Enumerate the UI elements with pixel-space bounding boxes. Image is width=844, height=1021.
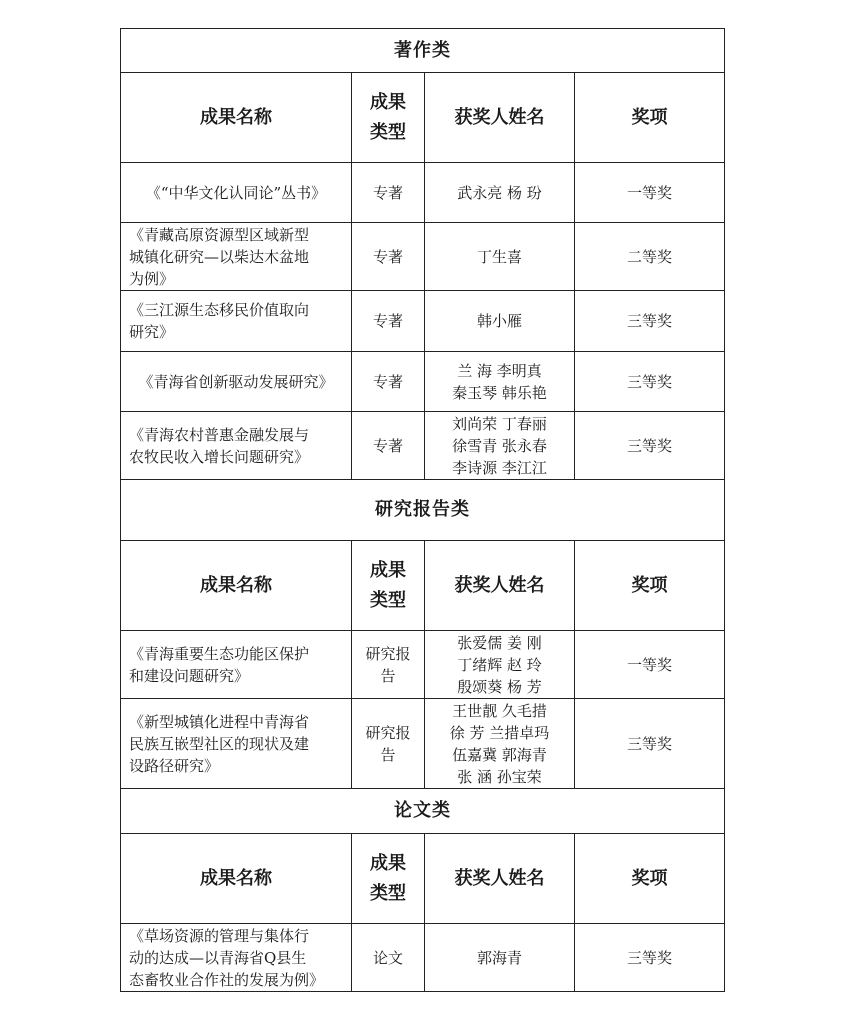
- work-type: [352, 163, 425, 223]
- header-award-line: 奖项: [631, 574, 668, 596]
- work-title: [121, 223, 352, 291]
- header-people-line: 获奖人姓名: [454, 106, 545, 128]
- award-winners-line: 李诗源 李江江: [452, 458, 547, 477]
- header-award: [575, 834, 725, 924]
- award-level: [575, 699, 725, 789]
- work-type: [352, 924, 425, 992]
- section-title-line: 研究报告类: [375, 499, 470, 520]
- header-award-line: 奖项: [631, 867, 668, 889]
- award-winners-line: 王世靓 久毛措: [452, 701, 547, 720]
- award-winners-line: 张 涵 孙宝荣: [457, 767, 542, 786]
- header-people-line: 获奖人姓名: [454, 867, 545, 889]
- header-type: [352, 541, 425, 631]
- award-winners-line: 刘尚荣 丁春丽: [452, 414, 547, 433]
- award-winners-line: 丁生喜: [476, 247, 522, 266]
- work-title-line: 《青海农村普惠金融发展与: [129, 425, 310, 444]
- header-name: [121, 834, 352, 924]
- work-title: [121, 631, 352, 699]
- work-title-line: 研究》: [129, 323, 175, 341]
- award-winners-line: 秦玉琴 韩乐艳: [452, 383, 547, 402]
- work-type-line: 专著: [372, 183, 403, 202]
- award-level-line: 三等奖: [626, 436, 672, 455]
- section-title-row: [121, 480, 725, 541]
- work-title-line: 设路径研究》: [129, 756, 220, 775]
- header-type-line: 类型: [370, 121, 406, 143]
- header-award: [575, 541, 725, 631]
- column-header-row: [121, 73, 725, 163]
- award-winners: [425, 352, 575, 412]
- header-type: [352, 834, 425, 924]
- award-winners-line: 郭海青: [476, 948, 522, 967]
- section-title-line: 著作类: [394, 39, 451, 61]
- award-level-line: 三等奖: [626, 372, 672, 391]
- section-title-row: [121, 789, 725, 834]
- section-title: [121, 789, 725, 834]
- work-type: [352, 223, 425, 291]
- award-level-line: 一等奖: [626, 655, 672, 674]
- work-title-line: 农牧民收入增长问题研究》: [129, 447, 310, 466]
- award-level: [575, 631, 725, 699]
- award-level: [575, 223, 725, 291]
- header-people: [425, 541, 575, 631]
- award-winners: [425, 699, 575, 789]
- work-title: [121, 163, 352, 223]
- work-title-line: 民族互嵌型社区的现状及建: [129, 734, 310, 753]
- work-title: [121, 924, 352, 992]
- work-type-line: 研究报: [365, 723, 411, 742]
- table-row: [121, 924, 725, 992]
- work-type: [352, 631, 425, 699]
- work-title: [121, 699, 352, 789]
- work-title-line: 动的达成—以青海省Q县生: [129, 948, 307, 967]
- section-title: [121, 480, 725, 541]
- section-title: [121, 29, 725, 73]
- award-level: [575, 352, 725, 412]
- work-title-line: 为例》: [129, 269, 175, 288]
- award-winners: [425, 924, 575, 992]
- award-level-line: 二等奖: [626, 247, 672, 266]
- work-type-line: 专著: [372, 312, 403, 330]
- header-type-line: 成果: [370, 559, 406, 581]
- header-name-line: 成果名称: [200, 867, 272, 889]
- award-winners: [425, 223, 575, 291]
- header-award: [575, 73, 725, 163]
- header-name: [121, 73, 352, 163]
- award-level: [575, 924, 725, 992]
- award-winners-line: 武永亮 杨 玢: [457, 183, 542, 202]
- work-type: [352, 352, 425, 412]
- work-title-line: 城镇化研究—以柴达木盆地: [129, 247, 310, 266]
- table-row: [121, 412, 725, 480]
- column-header-row: [121, 834, 725, 924]
- work-type-line: 专著: [372, 247, 403, 266]
- header-name: [121, 541, 352, 631]
- award-winners: [425, 163, 575, 223]
- award-winners-line: 张爱儒 姜 刚: [457, 633, 542, 652]
- award-level-line: 三等奖: [626, 312, 672, 330]
- work-type-line: 告: [380, 745, 396, 764]
- work-title-line: 《青海重要生态功能区保护: [129, 644, 310, 663]
- award-level: [575, 412, 725, 480]
- header-people-line: 获奖人姓名: [454, 574, 545, 596]
- work-title-line: 《“中华文化认同论”丛书》: [145, 183, 327, 202]
- work-type: [352, 699, 425, 789]
- work-title-line: 《新型城镇化进程中青海省: [129, 712, 310, 731]
- table-row: [121, 223, 725, 291]
- award-winners: [425, 631, 575, 699]
- award-winners: [425, 291, 575, 352]
- header-type: [352, 73, 425, 163]
- header-people: [425, 834, 575, 924]
- work-type-line: 告: [380, 666, 396, 685]
- header-type-line: 类型: [370, 589, 406, 611]
- table-row: [121, 631, 725, 699]
- work-title-line: 《青藏高原资源型区域新型: [129, 225, 310, 244]
- awards-table: [120, 28, 725, 992]
- award-winners-line: 殷颂葵 杨 芳: [457, 677, 542, 696]
- column-header-row: [121, 541, 725, 631]
- award-level-line: 三等奖: [626, 948, 672, 967]
- table-row: [121, 291, 725, 352]
- work-title-line: 《青海省创新驱动发展研究》: [138, 372, 334, 391]
- header-award-line: 奖项: [631, 106, 668, 128]
- table-row: [121, 163, 725, 223]
- header-people: [425, 73, 575, 163]
- award-level: [575, 163, 725, 223]
- award-level-line: 三等奖: [626, 734, 672, 753]
- header-type-line: 成果: [370, 91, 406, 113]
- work-type-line: 专著: [372, 436, 403, 455]
- section-title-line: 论文类: [394, 800, 451, 821]
- award-winners-line: 徐雪青 张永春: [452, 436, 547, 455]
- work-title-line: 和建设问题研究》: [129, 666, 250, 685]
- work-title-line: 《草场资源的管理与集体行: [129, 926, 310, 945]
- work-type-line: 论文: [372, 948, 403, 967]
- award-document: [120, 28, 724, 992]
- header-name-line: 成果名称: [200, 574, 272, 596]
- work-type-line: 专著: [372, 372, 403, 391]
- header-type-line: 成果: [370, 852, 406, 874]
- work-type: [352, 291, 425, 352]
- work-title: [121, 352, 352, 412]
- work-title: [121, 412, 352, 480]
- work-type: [352, 412, 425, 480]
- work-type-line: 研究报: [365, 644, 411, 663]
- table-row: [121, 352, 725, 412]
- award-level: [575, 291, 725, 352]
- award-winners-line: 徐 芳 兰措卓玛: [449, 723, 550, 742]
- award-winners: [425, 412, 575, 480]
- section-title-row: [121, 29, 725, 73]
- work-title: [121, 291, 352, 352]
- award-winners-line: 韩小雁: [476, 312, 522, 330]
- table-row: [121, 699, 725, 789]
- work-title-line: 《三江源生态移民价值取向: [129, 301, 310, 319]
- work-title-line: 态畜牧业合作社的发展为例》: [129, 970, 325, 989]
- award-winners-line: 伍嘉冀 郭海青: [452, 745, 547, 764]
- award-level-line: 一等奖: [626, 183, 672, 202]
- award-winners-line: 兰 海 李明真: [457, 361, 542, 380]
- award-winners-line: 丁绪辉 赵 玲: [457, 655, 542, 674]
- header-type-line: 类型: [370, 882, 406, 904]
- header-name-line: 成果名称: [200, 106, 272, 128]
